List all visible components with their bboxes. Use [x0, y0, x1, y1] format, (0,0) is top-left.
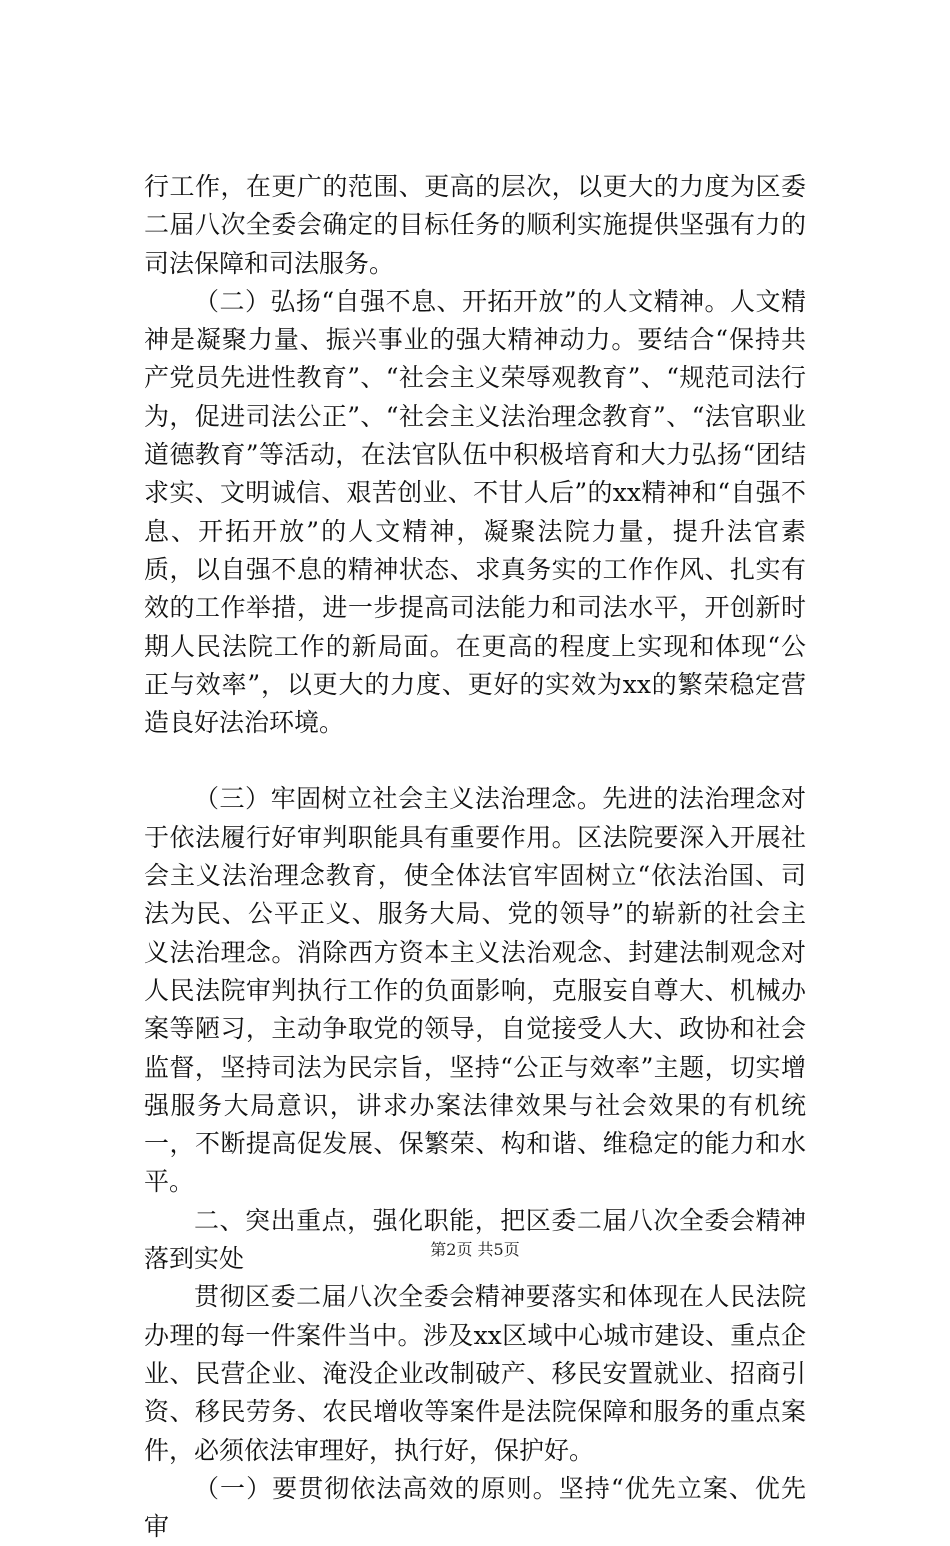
paragraph-part-two-intro: 贯彻区委二届八次全委会精神要落实和体现在人民法院办理的每一件案件当中。涉及xx区域中心城市建设、重点企业、民营企业、淹没企业改制破产、移民安置就业、招商引资、移民劳务、农民增收等案件是法院保障和服务的重点案件，必须依法审理好，执行好，保护好。 — [144, 1282, 806, 1465]
document-body — [144, 168, 806, 1546]
paragraph-section-2: （二）弘扬“自强不息、开拓开放”的人文精神。人文精神是凝聚力量、振兴事业的强大精神动力。要结合“保持共产党员先进性教育”、“社会主义荣辱观教育”、“规范司法行为，促进司法公正”、“社会主义法治理念教育”、“法官职业道德教育”等活动，在法官队伍中积极培育和大力弘扬“团结求实、文明诚信、艰苦创业、不甘人后”的xx精神和“自强不息、开拓开放”的人文精神，凝聚法院力量，提升法官素质，以自强不息的精神状态、求真务实的工作作风、扎实有效的工作举措，进一步提高司法能力和司法水平，开创新时期人民法院工作的新局面。在更高的程度上实现和体现“公正与效率”，以更大的力度、更好的实效为xx的繁荣稳定营造良好法治环境。 — [144, 286, 806, 738]
paragraph-section-3: （三）牢固树立社会主义法治理念。先进的法治理念对于依法履行好审判职能具有重要作用。区法院要深入开展社会主义法治理念教育，使全体法官牢固树立“依法治国、司法为民、公平正义、服务大局、党的领导”的崭新的社会主义法治理念。消除西方资本主义法治观念、封建法制观念对人民法院审判执行工作的负面影响，克服妄自尊大、机械办案等陋习，主动争取党的领导，自觉接受人大、政协和社会监督，坚持司法为民宗旨，坚持“公正与效率”主题，切实增强服务大局意识，讲求办案法律效果与社会效果的有机统一，不断提高促发展、保繁荣、构和谐、维稳定的能力和水平。 — [144, 784, 806, 1197]
page-footer: 第2页 共5页 — [430, 1240, 520, 1259]
paragraph-continuation: 行工作，在更广的范围、更高的层次，以更大的力度为区委二届八次全委会确定的目标任务的顺利实施提供坚强有力的司法保障和司法服务。 — [144, 172, 806, 278]
heading-part-two: 二、突出重点，强化职能，把区委二届八次全委会精神落到实处 — [144, 1205, 806, 1274]
paragraph-spacer — [144, 742, 806, 780]
paragraph-subsection-1: （一）要贯彻依法高效的原则。坚持“优先立案、优先审 — [144, 1473, 806, 1542]
